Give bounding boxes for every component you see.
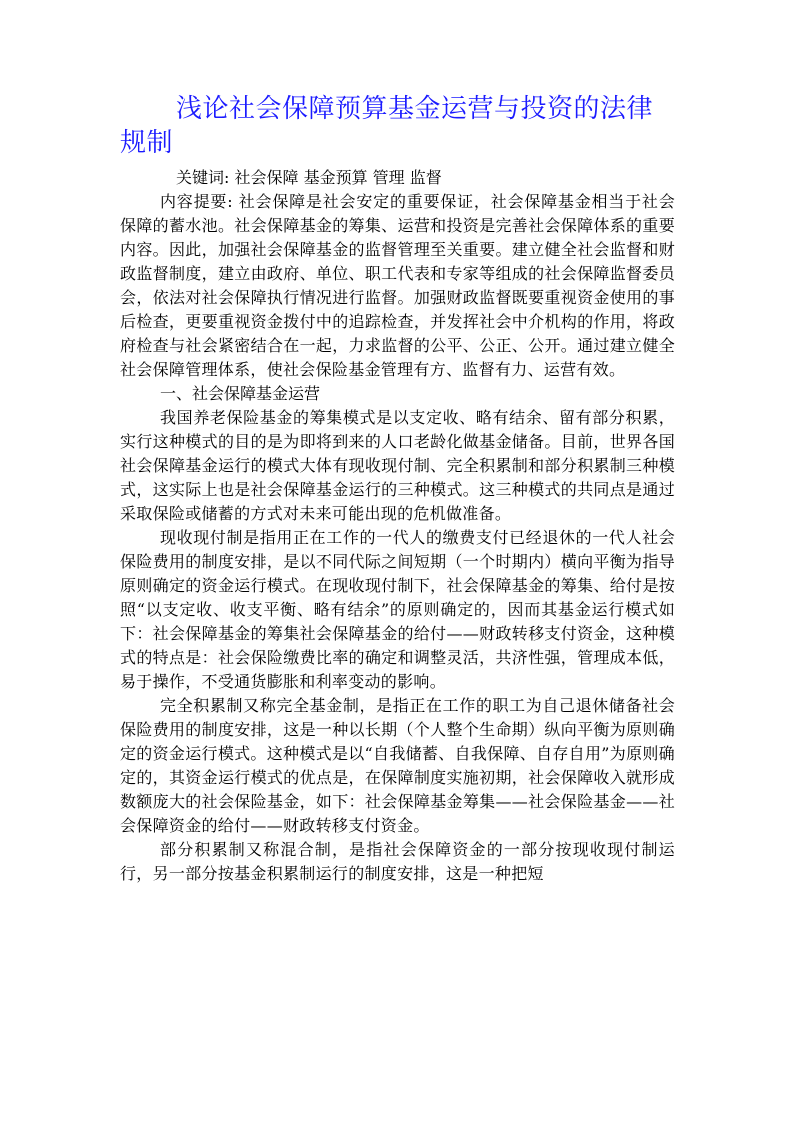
abstract-paragraph: 内容提要: 社会保障是社会安定的重要保证，社会保障基金相当于社会保障的蓄水池。社会保障基金的筹集、运营和投资是完善社会保障体系的重要内容。因此，加强社会保障基金的监督管理至关重要。建立健全社会监督和财政监督制度，建立由政府、单位、职工代表和专家等组成的社会保障监督委员会，依法对社会保障执行情况进行监督。加强财政监督既要重视资金使用的事后检查，更要重视资金拨付中的追踪检查，并发挥社会中介机构的作用，将政府检查与社会紧密结合在一起，力求监督的公平、公正、公开。通过建立健全社会保障管理体系，使社会保险基金管理有方、监督有力、运营有效。 — [120, 192, 675, 379]
body-paragraph: 我国养老保险基金的筹集模式是以支定收、略有结余、留有部分积累，实行这种模式的目的是为即将到来的人口老龄化做基金储备。目前，世界各国社会保障基金运行的模式大体有现收现付制、完全积累制和部分积累制三种模式，这实际上也是社会保障基金运行的三种模式。这三种模式的共同点是通过采取保险或储蓄的方式对未来可能出现的危机做准备。 — [120, 408, 675, 523]
section-heading: 一、社会保障基金运营 — [160, 384, 321, 403]
body-paragraph: 现收现付制是指用正在工作的一代人的缴费支付已经退休的一代人社会保险费用的制度安排，是以不同代际之间短期（一个时期内）横向平衡为指导原则确定的资金运行模式。在现收现付制下，社会保障基金的筹集、给付是按照“以支定收、收支平衡、略有结余”的原则确定的，因而其基金运行模式如下：社会保障基金的筹集社会保障基金的给付——财政转移支付资金，这种模式的特点是：社会保险缴费比率的确定和调整灵活，共济性强，管理成本低，易于操作，不受通货膨胀和利率变动的影响。 — [120, 528, 675, 691]
keywords-line: 关键词: 社会保障 基金预算 管理 监督 — [176, 168, 442, 187]
body-paragraph: 完全积累制又称完全基金制，是指正在工作的职工为自己退休储备社会保险费用的制度安排，这是一种以长期（个人整个生命期）纵向平衡为原则确定的资金运行模式。这种模式是以“自我储蓄、自我保障、自存自用”为原则确定的，其资金运行模式的优点是，在保障制度实施初期，社会保障收入就形成数额庞大的社会保险基金，如下：社会保障基金筹集——社会保险基金——社会保障资金的给付——财政转移支付资金。 — [120, 696, 675, 835]
document-title: 浅论社会保障预算基金运营与投资的法律规制 — [120, 94, 654, 158]
document-page — [120, 92, 675, 886]
body-paragraph: 部分积累制又称混合制，是指社会保障资金的一部分按现收现付制运行，另一部分按基金积累制运行的制度安排，这是一种把短 — [120, 840, 675, 883]
